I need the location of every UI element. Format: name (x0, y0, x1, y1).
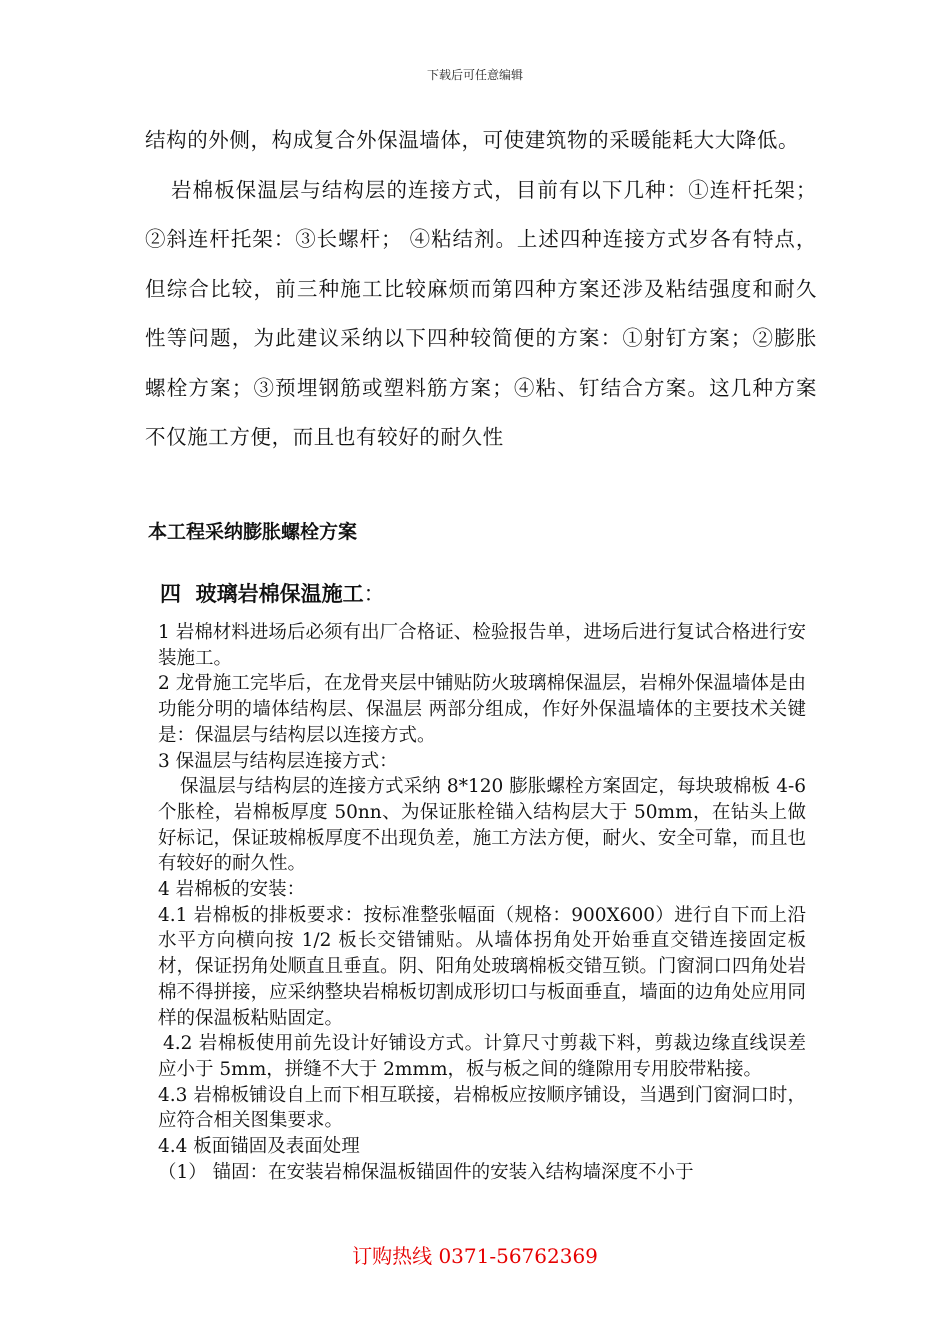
paragraph-connection-methods: 岩棉板保温层与结构层的连接方式，目前有以下几种：①连杆托架；②斜连杆托架：③长螺杆； ④粘结剂。上述四种连接方式岁各有特点，但综合比较，前三种施工比较麻烦而第四种方案还涉及粘结强度和耐久性等问题，为此建议采纳以下四种较简便的方案：①射钉方案；②膨胀螺栓方案；③预埋钢筋或塑料筋方案；④粘、钉结合方案。这几种方案不仅施工方便，而且也有较好的耐久性 (145, 177, 817, 449)
construction-items (158, 620, 806, 1185)
item-4-4: 4.4 板面锚固及表面处理 (158, 1136, 360, 1158)
section-title-text: 玻璃岩棉保温施工 (195, 582, 364, 606)
item-2: 2 龙骨施工完毕后，在龙骨夹层中铺贴防火玻璃棉保温层，岩棉外保温墙体是由功能分明的墙体结构层、保温层 两部分组成，作好外保温墙体的主要技术关键是：保温层与结构层以连接方式。 (158, 673, 806, 746)
item-4-3: 4.3 岩棉板铺设自上而下相互联接，岩棉板应按顺序铺设，当遇到门窗洞口时，应符合相关图集要求。 (158, 1084, 806, 1132)
item-1: 1 岩棉材料进场后必须有出厂合格证、检验报告单，进场后进行复试合格进行安装施工。 (158, 622, 806, 669)
item-4: 4 岩棉板的安装： (158, 879, 306, 901)
section-title-colon: ： (363, 582, 385, 606)
intro-text (145, 116, 817, 463)
page-header: 下载后可任意编辑 (426, 68, 523, 82)
order-hotline: 订购热线 0371-56762369 (352, 1244, 598, 1268)
item-4-1: 4.1 岩棉板的排板要求：按标准整张幅面（规格：900X600）进行自下而上沿水平方向横向按 1/2 板长交错铺贴。从墙体拐角处开始垂直交错连接固定板材，保证拐角处顺直且垂直。阴、阳角处玻璃棉板交错互锁。门窗洞口四角处岩棉不得拼接，应采纳整块岩棉板切割成形切口与板面垂直，墙面的边角处应用同样的保温板粘贴固定。 (158, 904, 806, 1029)
item-3-detail: 保温层与结构层的连接方式采纳 8*120 膨胀螺栓方案固定，每块玻棉板 4-6 个胀栓，岩棉板厚度 50nn、为保证胀栓锚入结构层大于 50mm，在钻头上做好标记，保证玻棉板厚度不出现负差，施工方法方便，耐火、安全可靠，而且也有较好的耐久性。 (158, 776, 806, 875)
paragraph-continuation: 结构的外侧，构成复合外保温墙体，可使建筑物的采暖能耗大大降低。 (145, 128, 800, 152)
bolded-conclusion: 本工程采纳膨胀螺栓方案 (148, 521, 358, 543)
item-3: 3 保温层与结构层连接方式： (158, 750, 398, 772)
section-number: 四 (160, 582, 181, 606)
item-4-2: 4.2 岩棉板使用前先设计好铺设方式。计算尺寸剪裁下料，剪裁边缘直线误差应小于 5mm，拼缝不大于 2mmm，板与板之间的缝隙用专用胶带粘接。 (158, 1033, 806, 1080)
item-4-4-1: （1） 锚固：在安装岩棉保温板锚固件的安装入结构墙深度不小于 (158, 1161, 694, 1183)
section-heading (160, 578, 385, 608)
